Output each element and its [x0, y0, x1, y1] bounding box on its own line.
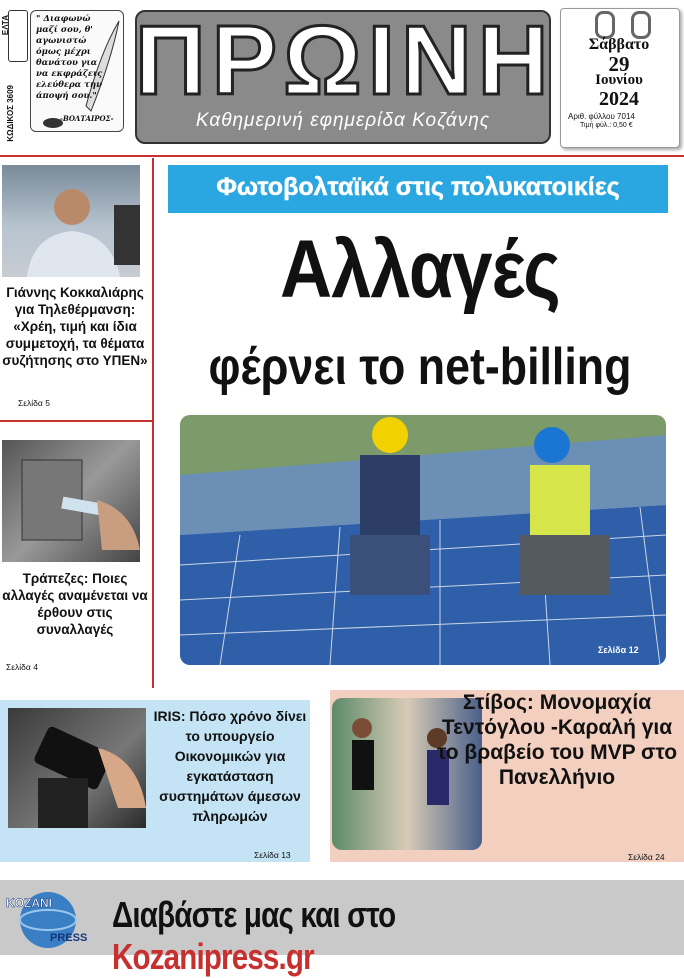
calendar-ring-icon	[595, 11, 615, 39]
postal-code: ΚΩΔΙΚΟΣ 3609	[6, 85, 15, 142]
newspaper-title: ΠΡΩΙΝΗ	[135, 5, 555, 115]
person-icon	[2, 165, 140, 277]
page-ref-24: Σελίδα 24	[628, 852, 665, 862]
issue-price: Τιμή φύλ.: 0,50 €	[580, 122, 633, 129]
kokkaliaris-photo[interactable]	[2, 165, 140, 277]
kozanipress-logo[interactable]	[6, 884, 106, 952]
issue-number: Αριθ. φύλλου 7014	[568, 112, 635, 121]
pos-terminal-photo[interactable]	[8, 708, 146, 828]
page-ref-12: Σελίδα 12	[598, 645, 639, 655]
story-title-iris[interactable]: IRIS: Πόσο χρόνο δίνει το υπουργείο Οικονομικών για εγκατάσταση συστημάτων άμεσων πληρωμών	[153, 708, 307, 824]
story-title-stivos[interactable]: Στίβος: Μονομαχία Τεντόγλου -Καραλή για το βραβείο του MVP στο Πανελλήνιο	[436, 691, 678, 789]
quote-author: -ΒΟΛΤΑΙΡΟΣ-	[60, 114, 114, 123]
atm-card-icon	[2, 440, 140, 562]
phone-payment-icon	[8, 708, 146, 828]
newspaper-subtitle: Καθημερινή εφημερίδα Κοζάνης	[195, 110, 491, 131]
story-title-banks[interactable]: Τράπεζες: Ποιες αλλαγές αναμένεται να έρθουν στις συναλλαγές	[2, 571, 148, 637]
banner-text[interactable]: Φωτοβολταϊκά στις πολυκατοικίες	[216, 173, 620, 201]
page-ref-4: Σελίδα 4	[6, 662, 38, 672]
quote-text: " Διαφωνώ μαζί σου, θ' αγωνιστώ όμως μέχρι θανάτου για να εκφράζεις ελεύθερα την άποψή σου."	[36, 14, 103, 101]
page-ref-13: Σελίδα 13	[254, 850, 291, 860]
footer-text-prefix: Διαβάστε μας και στο	[112, 894, 396, 935]
elta-label: ΕΛΤΑ	[1, 15, 10, 36]
column-divider	[152, 158, 154, 688]
logo-text-bottom: PRESS	[50, 932, 88, 944]
left-divider	[0, 420, 152, 422]
date-day: Σάββατο	[588, 36, 650, 53]
footer-site-name[interactable]: Kozanipress.gr	[112, 936, 314, 977]
date-year: 2024	[599, 88, 639, 110]
atm-photo[interactable]	[2, 440, 140, 562]
main-headline[interactable]: Αλλαγές	[280, 224, 560, 315]
logo-text-top: KOZANI	[6, 896, 52, 910]
page-ref-5: Σελίδα 5	[18, 398, 50, 408]
top-divider	[0, 155, 684, 157]
solar-workers-image	[180, 415, 666, 665]
date-number: 29	[608, 52, 630, 76]
story-title-tilethermansi[interactable]: Γιάννης Κοκκαλιάρης για Τηλεθέρμανση: «Χρέη, τιμή και ίδια συμμετοχή, τα θέματα συζήτησης στο ΥΠΕΝ»	[2, 285, 148, 368]
footer-text[interactable]	[112, 894, 579, 978]
date-month: Ιουνίου	[595, 72, 643, 88]
calendar-ring-icon	[631, 11, 651, 39]
main-subheadline[interactable]: φέρνει το net-billing	[208, 338, 632, 396]
solar-panels-photo[interactable]	[180, 415, 666, 665]
